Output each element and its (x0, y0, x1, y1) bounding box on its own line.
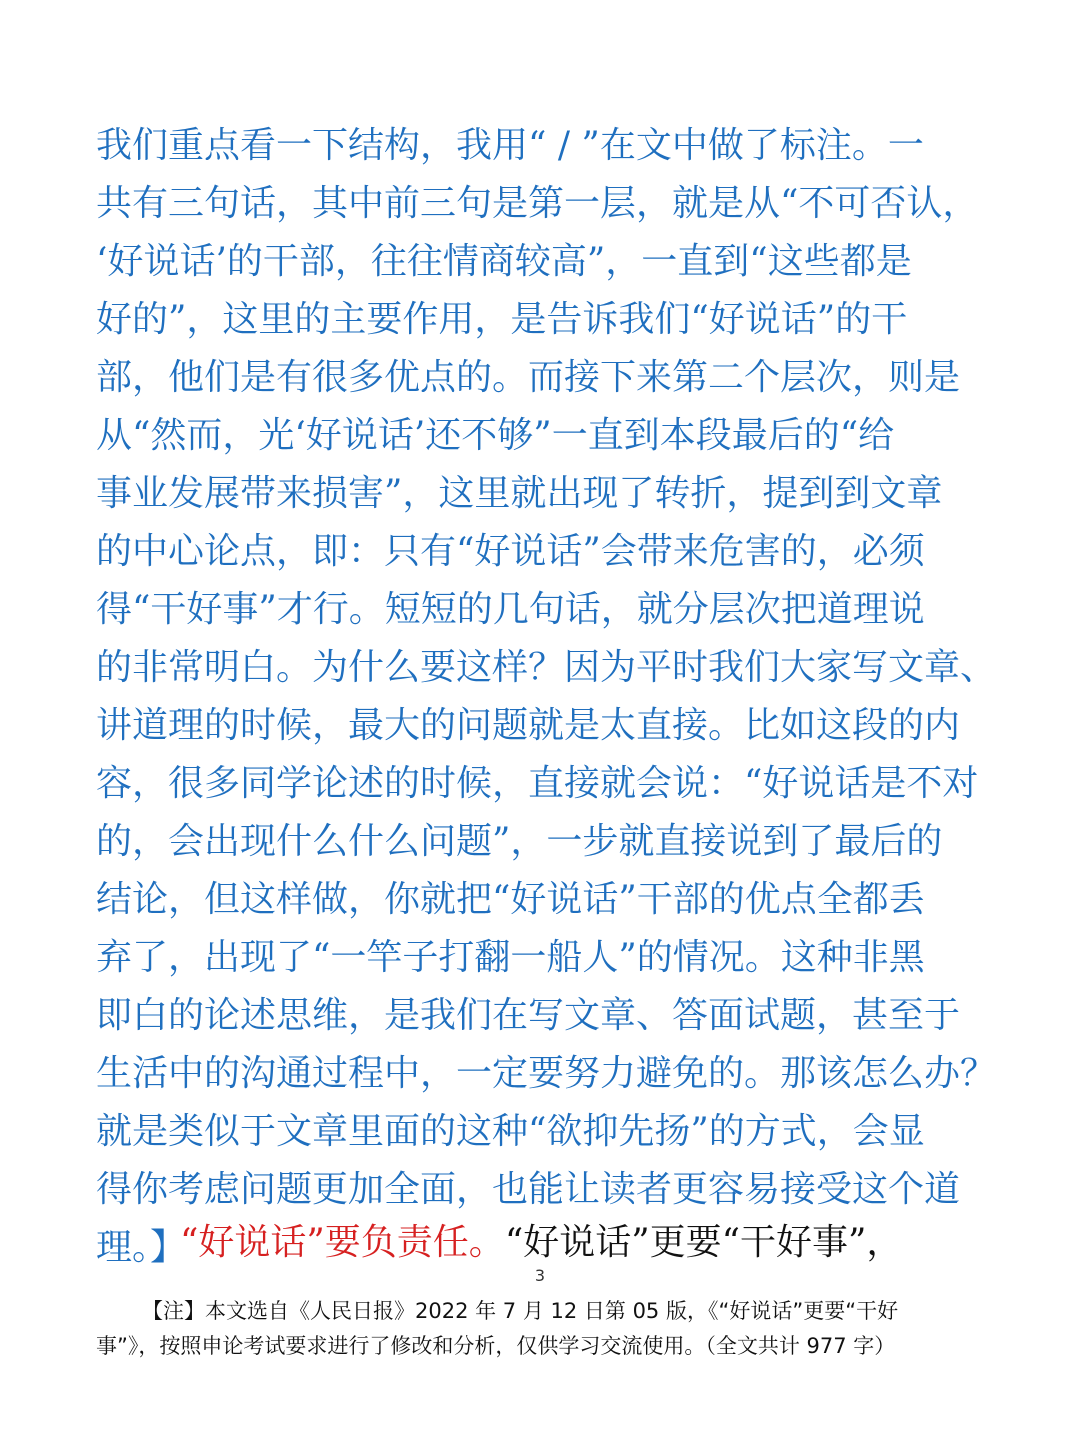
paragraph-sentence: “好说话”更要“干好事”， (504, 1222, 903, 1263)
paragraph-line: 生活中的沟通过程中，一定要努力避免的。那该怎么办？ (96, 1053, 997, 1094)
paragraph-line: 的，会出现什么什么问题”，一步就直接说到了最后的 (96, 821, 943, 862)
paragraph-line: 即白的论述思维，是我们在写文章、答面试题，甚至于 (96, 995, 961, 1036)
paragraph-line: 得你考虑问题更加全面，也能让读者更容易接受这个道 (96, 1169, 961, 1210)
paragraph-line: 讲道理的时候，最大的问题就是太直接。比如这段的内 (96, 705, 961, 746)
paragraph-line: 部，他们是有很多优点的。而接下来第二个层次，则是 (96, 357, 961, 398)
paragraph-line: 结论，但这样做，你就把“好说话”干部的优点全都丢 (96, 879, 925, 920)
paragraph-line: 得“干好事”才行。短短的几句话，就分层次把道理说 (96, 589, 925, 630)
paragraph-line: 就是类似于文章里面的这种“欲抑先扬”的方式，会显 (96, 1111, 925, 1152)
paragraph-line: 从“然而，光‘好说话’还不够”一直到本段最后的“给 (96, 415, 895, 456)
paragraph-line: 的中心论点，即：只有“好说话”会带来危害的，必须 (96, 531, 925, 572)
paragraph-line: ‘好说话’的干部，往往情商较高”，一直到“这些都是 (96, 241, 912, 282)
paragraph-line: 好的”，这里的主要作用，是告诉我们“好说话”的干 (96, 299, 908, 340)
footnote (96, 1294, 996, 1364)
paragraph-line: 事业发展带来损害”，这里就出现了转折，提到到文章 (96, 473, 943, 514)
footnote-line: 【注】本文选自《人民日报》2022 年 7 月 12 日第 05 版，《“好说话”更要“干好 (142, 1299, 899, 1323)
footnote-line: 事”》，按照申论考试要求进行了修改和分析，仅供学习交流使用。（全文共计 977 字） (96, 1334, 896, 1358)
analysis-paragraph (96, 117, 996, 1277)
next-paragraph-start (180, 1214, 902, 1272)
paragraph-line: 容，很多同学论述的时候，直接就会说：“好说话是不对 (96, 763, 979, 804)
paragraph-line: 弃了，出现了“一竿子打翻一船人”的情况。这种非黑 (96, 937, 925, 978)
paragraph-line: 理。】 (96, 1227, 187, 1268)
paragraph-line: 的非常明白。为什么要这样？因为平时我们大家写文章、 (96, 647, 997, 688)
highlighted-sentence: “好说话”要负责任。 (180, 1222, 505, 1263)
paragraph-line: 我们重点看一下结构，我用“ / ”在文中做了标注。一 (96, 125, 924, 166)
paragraph-line: 共有三句话，其中前三句是第一层，就是从“不可否认， (96, 183, 979, 224)
page-number: 3 (534, 1266, 546, 1285)
